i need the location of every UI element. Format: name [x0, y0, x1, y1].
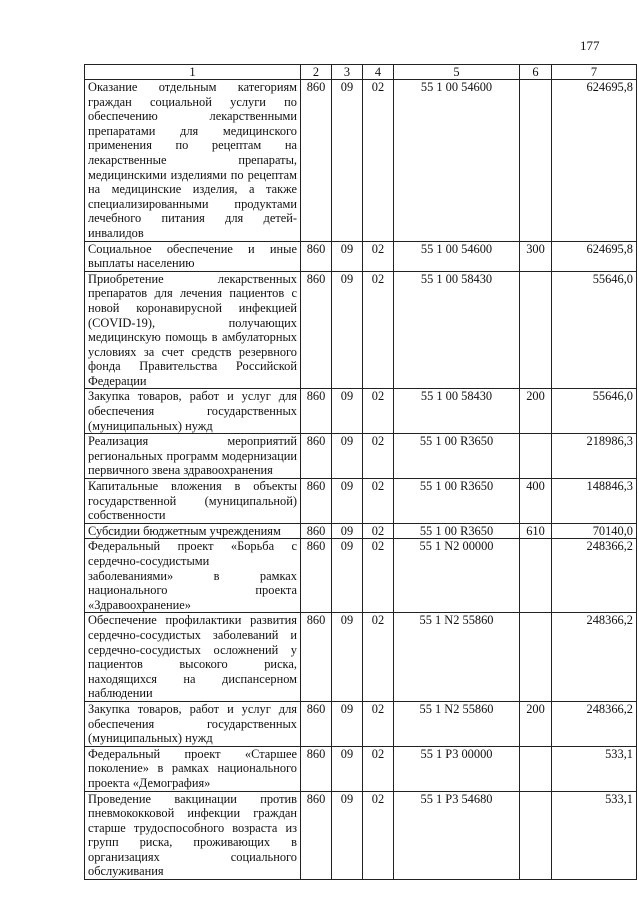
- header-col-6: 6: [520, 65, 552, 80]
- row-section-cell: 09: [332, 539, 363, 613]
- row-code-cell: 860: [301, 434, 332, 479]
- row-name-cell: Закупка товаров, работ и услуг для обеспечения государственных (муниципальных) нужд: [85, 701, 301, 746]
- row-target-article-cell: 55 1 00 R3650: [394, 523, 520, 539]
- table-row: [85, 746, 637, 791]
- row-section-cell: 09: [332, 479, 363, 524]
- table-row: [85, 701, 637, 746]
- row-amount-cell: 148846,3: [552, 479, 637, 524]
- header-col-7: 7: [552, 65, 637, 80]
- row-section-cell: 09: [332, 434, 363, 479]
- row-section-cell: 09: [332, 80, 363, 242]
- row-expense-type-cell: [520, 613, 552, 702]
- row-code-cell: 860: [301, 523, 332, 539]
- row-amount-cell: 248366,2: [552, 701, 637, 746]
- table-row: [85, 434, 637, 479]
- row-expense-type-cell: 400: [520, 479, 552, 524]
- table-row: [85, 241, 637, 271]
- table-row: [85, 271, 637, 389]
- row-amount-cell: 218986,3: [552, 434, 637, 479]
- row-code-cell: 860: [301, 539, 332, 613]
- row-expense-type-cell: 300: [520, 241, 552, 271]
- row-amount-cell: 248366,2: [552, 613, 637, 702]
- header-col-3: 3: [332, 65, 363, 80]
- row-amount-cell: 624695,8: [552, 80, 637, 242]
- row-subsection-cell: 02: [363, 271, 394, 389]
- row-expense-type-cell: [520, 80, 552, 242]
- row-target-article-cell: 55 1 00 54600: [394, 241, 520, 271]
- row-target-article-cell: 55 1 00 54600: [394, 80, 520, 242]
- row-name-cell: Проведение вакцинации против пневмококковой инфекции граждан старше трудоспособного возраста из групп риска, проживающих в организациях социального обслуживания: [85, 791, 301, 880]
- row-amount-cell: 624695,8: [552, 241, 637, 271]
- row-target-article-cell: 55 1 N2 55860: [394, 613, 520, 702]
- row-name-cell: Федеральный проект «Борьба с сердечно-сосудистыми заболеваниями» в рамках национального проекта «Здравоохранение»: [85, 539, 301, 613]
- row-name-cell: Субсидии бюджетным учреждениям: [85, 523, 301, 539]
- row-subsection-cell: 02: [363, 539, 394, 613]
- row-target-article-cell: 55 1 N2 00000: [394, 539, 520, 613]
- table-row: [85, 389, 637, 434]
- row-subsection-cell: 02: [363, 479, 394, 524]
- row-subsection-cell: 02: [363, 80, 394, 242]
- row-name-cell: Федеральный проект «Старшее поколение» в рамках национального проекта «Демография»: [85, 746, 301, 791]
- row-code-cell: 860: [301, 479, 332, 524]
- table-row: [85, 791, 637, 880]
- row-amount-cell: 533,1: [552, 746, 637, 791]
- row-code-cell: 860: [301, 746, 332, 791]
- row-target-article-cell: 55 1 00 R3650: [394, 479, 520, 524]
- header-col-1: 1: [85, 65, 301, 80]
- row-target-article-cell: 55 1 00 58430: [394, 271, 520, 389]
- row-name-cell: Оказание отдельным категориям граждан социальной услуги по обеспечению лекарственными препаратами для медицинского применения по рецептам на лекарственные препараты, медицинскими изделиями по рецептам на медицинские изделия, а также специализированными продуктами лечебного питания для детей-инвалидов: [85, 80, 301, 242]
- table-header: [85, 65, 637, 80]
- row-name-cell: Социальное обеспечение и иные выплаты населению: [85, 241, 301, 271]
- header-col-5: 5: [394, 65, 520, 80]
- row-code-cell: 860: [301, 701, 332, 746]
- header-col-2: 2: [301, 65, 332, 80]
- row-name-cell: Капитальные вложения в объекты государственной (муниципальной) собственности: [85, 479, 301, 524]
- row-expense-type-cell: [520, 271, 552, 389]
- table-body: [85, 80, 637, 880]
- row-subsection-cell: 02: [363, 241, 394, 271]
- row-expense-type-cell: [520, 746, 552, 791]
- row-expense-type-cell: 200: [520, 389, 552, 434]
- row-section-cell: 09: [332, 389, 363, 434]
- row-section-cell: 09: [332, 701, 363, 746]
- row-code-cell: 860: [301, 80, 332, 242]
- row-amount-cell: 70140,0: [552, 523, 637, 539]
- row-code-cell: 860: [301, 389, 332, 434]
- row-amount-cell: 55646,0: [552, 389, 637, 434]
- row-section-cell: 09: [332, 791, 363, 880]
- row-name-cell: Приобретение лекарственных препаратов для лечения пациентов с новой коронавирусной инфекцией (COVID-19), получающих медицинскую помощь в амбулаторных условиях за счет средств резервного фонда Правительства Российской Федерации: [85, 271, 301, 389]
- row-code-cell: 860: [301, 271, 332, 389]
- row-subsection-cell: 02: [363, 389, 394, 434]
- row-target-article-cell: 55 1 N2 55860: [394, 701, 520, 746]
- header-row: [85, 65, 637, 80]
- row-name-cell: Реализация мероприятий региональных программ модернизации первичного звена здравоохранения: [85, 434, 301, 479]
- row-amount-cell: 55646,0: [552, 271, 637, 389]
- table-row: [85, 479, 637, 524]
- row-target-article-cell: 55 1 00 58430: [394, 389, 520, 434]
- row-section-cell: 09: [332, 746, 363, 791]
- row-name-cell: Закупка товаров, работ и услуг для обеспечения государственных (муниципальных) нужд: [85, 389, 301, 434]
- row-expense-type-cell: [520, 539, 552, 613]
- row-section-cell: 09: [332, 271, 363, 389]
- row-subsection-cell: 02: [363, 791, 394, 880]
- row-code-cell: 860: [301, 241, 332, 271]
- row-expense-type-cell: [520, 434, 552, 479]
- row-target-article-cell: 55 1 P3 54680: [394, 791, 520, 880]
- row-expense-type-cell: 610: [520, 523, 552, 539]
- row-code-cell: 860: [301, 791, 332, 880]
- row-name-cell: Обеспечение профилактики развития сердечно-сосудистых заболеваний и сердечно-сосудистых осложнений у пациентов высокого риска, находящихся на диспансерном наблюдении: [85, 613, 301, 702]
- row-amount-cell: 248366,2: [552, 539, 637, 613]
- header-col-4: 4: [363, 65, 394, 80]
- row-subsection-cell: 02: [363, 613, 394, 702]
- row-subsection-cell: 02: [363, 701, 394, 746]
- table-row: [85, 523, 637, 539]
- row-amount-cell: 533,1: [552, 791, 637, 880]
- table-row: [85, 80, 637, 242]
- row-subsection-cell: 02: [363, 434, 394, 479]
- budget-table: [84, 64, 637, 880]
- row-target-article-cell: 55 1 00 R3650: [394, 434, 520, 479]
- row-subsection-cell: 02: [363, 746, 394, 791]
- table-row: [85, 539, 637, 613]
- row-target-article-cell: 55 1 P3 00000: [394, 746, 520, 791]
- table-row: [85, 613, 637, 702]
- page-number: 177: [580, 38, 600, 53]
- row-subsection-cell: 02: [363, 523, 394, 539]
- row-section-cell: 09: [332, 613, 363, 702]
- row-section-cell: 09: [332, 523, 363, 539]
- row-section-cell: 09: [332, 241, 363, 271]
- row-expense-type-cell: 200: [520, 701, 552, 746]
- row-code-cell: 860: [301, 613, 332, 702]
- row-expense-type-cell: [520, 791, 552, 880]
